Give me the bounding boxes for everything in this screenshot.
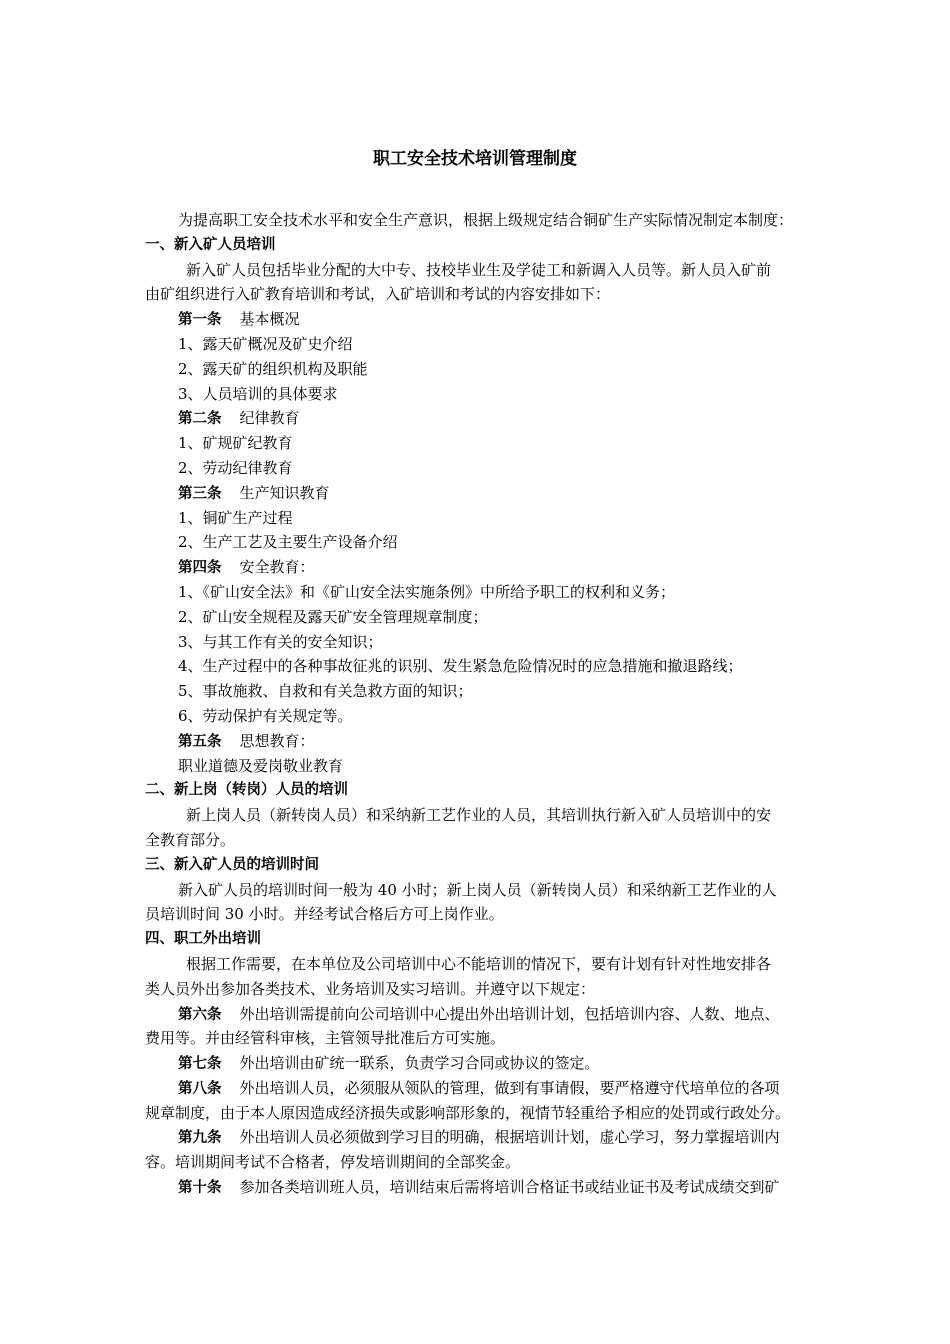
section-2-paragraph-line: 新上岗人员（新转岗人员）和采纳新工艺作业的人员，其培训执行新入矿人员培训中的安 — [186, 806, 772, 825]
article-text: 外出培训需提前向公司培训中心提出外出培训计划，包括培训内容、人数、地点、 — [239, 1004, 780, 1023]
section-3-heading: 三、新入矿人员的培训时间 — [145, 856, 319, 873]
article-label: 第三条 — [178, 485, 222, 502]
article-label: 第六条 — [178, 1006, 222, 1023]
section-2-paragraph-line: 全教育部分。 — [145, 830, 236, 849]
section-4-heading: 四、职工外出培训 — [145, 931, 261, 948]
article-7-line — [145, 1051, 855, 1076]
list-item: 3、人员培训的具体要求 — [178, 384, 338, 403]
article-8-line — [145, 1076, 855, 1101]
article-9-continuation: 容。培训期间考试不合格者，停发培训期间的全部奖金。 — [145, 1153, 521, 1172]
article-text: 外出培训由矿统一联系，负责学习合同或协议的签定。 — [239, 1054, 600, 1073]
article-6-line — [145, 1002, 855, 1027]
article-text: 外出培训人员，必须服从领队的管理，做到有事请假，要严格遵守代培单位的各项 — [239, 1078, 780, 1097]
list-item: 2、劳动纪律教育 — [178, 458, 293, 477]
section-2-heading: 二、新上岗（转岗）人员的培训 — [145, 782, 348, 799]
article-label: 第八条 — [178, 1080, 222, 1097]
section-3-paragraph-line: 员培训时间 30 小时。并经考试合格后方可上岗作业。 — [145, 905, 504, 924]
article-9-line — [145, 1125, 855, 1150]
article-label: 第九条 — [178, 1130, 222, 1147]
list-item: 6、劳动保护有关规定等。 — [178, 706, 353, 725]
article-8-continuation: 规章制度，由于本人原因造成经济损失或影响部形象的，视情节轻重给予相应的处罚或行政处分。 — [145, 1103, 791, 1122]
list-item: 1、铜矿生产过程 — [178, 508, 293, 527]
article-label: 第二条 — [178, 411, 222, 428]
section-3-paragraph-line: 新入矿人员的培训时间一般为 40 小时；新上岗人员（新转岗人员）和采纳新工艺作业的人 — [178, 880, 777, 899]
article-label: 第十条 — [178, 1180, 222, 1197]
intro-paragraph: 为提高职工安全技术水平和安全生产意识，根据上级规定结合铜矿生产实际情况制定本制度： — [178, 211, 794, 229]
list-item: 2、生产工艺及主要生产设备介绍 — [178, 533, 398, 552]
article-title: 基本概况 — [239, 310, 300, 329]
article-label: 第四条 — [178, 560, 222, 577]
article-10-line — [145, 1175, 855, 1200]
article-6-continuation: 费用等。并由经管科审核，主管领导批准后方可实施。 — [145, 1029, 506, 1048]
article-4-header — [145, 555, 855, 580]
article-text: 外出培训人员必须做到学习目的明确，根据培训计划，虚心学习，努力掌握培训内 — [239, 1128, 780, 1147]
document-body — [145, 208, 855, 1200]
article-label: 第一条 — [178, 312, 222, 329]
article-text: 参加各类培训班人员，培训结束后需将培训合格证书或结业证书及考试成绩交到矿 — [239, 1178, 780, 1197]
article-3-header — [145, 481, 855, 506]
list-item: 1、矿规矿纪教育 — [178, 434, 293, 453]
document-title: 职工安全技术培训管理制度 — [373, 149, 577, 169]
article-label: 第五条 — [178, 733, 222, 750]
article-title: 纪律教育 — [239, 409, 300, 428]
list-item: 2、露天矿的组织机构及职能 — [178, 359, 368, 378]
list-item: 1、露天矿概况及矿史介绍 — [178, 334, 353, 353]
list-item: 5、事故施救、自救和有关急救方面的知识； — [178, 682, 473, 701]
section-4-paragraph-line: 类人员外出参加各类技术、业务培训及实习培训。并遵守以下规定： — [145, 979, 596, 998]
article-label: 第七条 — [178, 1056, 222, 1073]
list-item: 2、矿山安全规程及露天矿安全管理规章制度； — [178, 607, 488, 626]
article-title: 安全教育： — [239, 558, 315, 577]
section-1-paragraph-line: 新入矿人员包括毕业分配的大中专、技校毕业生及学徒工和新调入人员等。新人员入矿前 — [186, 260, 772, 279]
list-item: 4、生产过程中的各种事故征兆的识别、发生紧急危险情况时的应急措施和撤退路线； — [178, 657, 743, 676]
article-1-header — [145, 307, 855, 332]
section-1-paragraph-line: 由矿组织进行入矿教育培训和考试，入矿培训和考试的内容安排如下： — [145, 285, 611, 304]
section-4-paragraph-line: 根据工作需要，在本单位及公司培训中心不能培训的情况下，要有计划有针对性地安排各 — [186, 954, 772, 973]
list-item: 1、《矿山安全法》和《矿山安全法实施条例》中所给予职工的权利和义务； — [178, 582, 676, 601]
article-title: 思想教育： — [239, 731, 315, 750]
list-item: 职业道德及爱岗敬业教育 — [178, 756, 344, 775]
article-5-header — [145, 729, 855, 754]
list-item: 3、与其工作有关的安全知识； — [178, 632, 383, 651]
article-2-header — [145, 406, 855, 431]
section-1-heading: 一、新入矿人员培训 — [145, 236, 276, 253]
article-title: 生产知识教育 — [239, 483, 330, 502]
